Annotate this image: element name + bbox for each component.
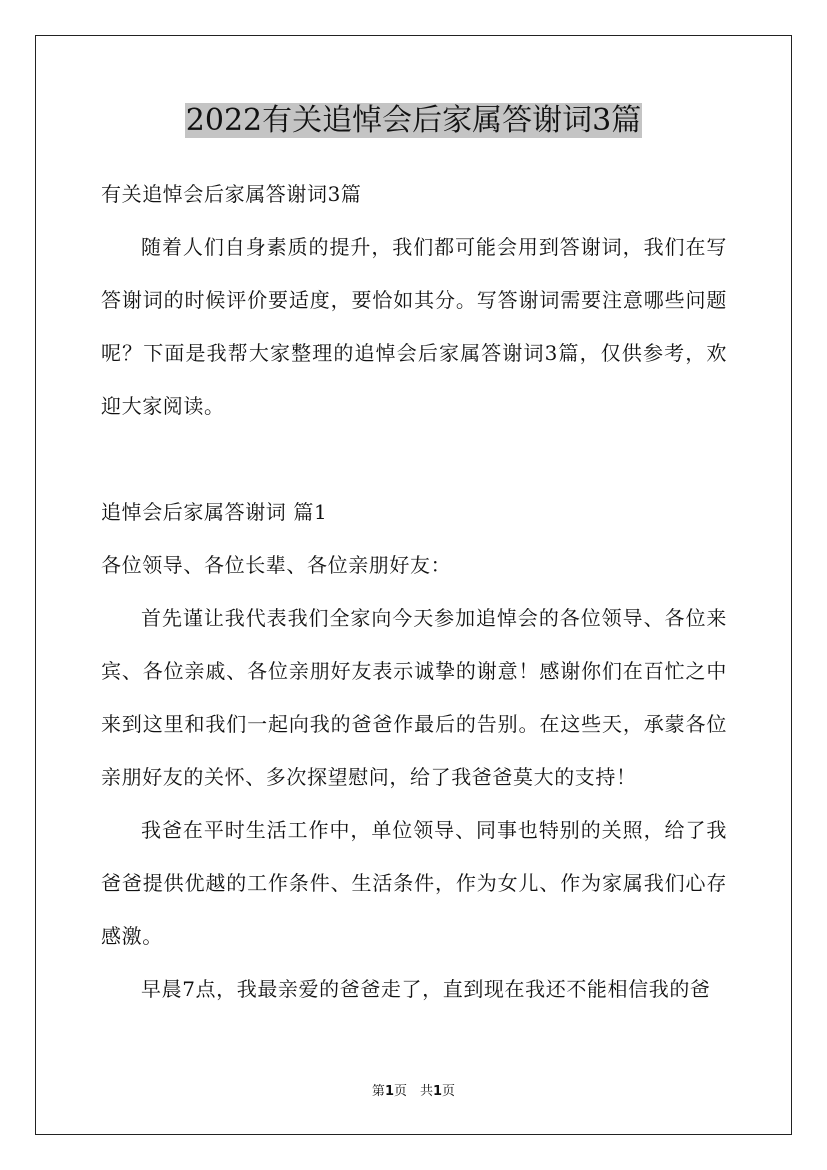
- document-title: [0, 101, 827, 141]
- document-body: [101, 168, 727, 1016]
- page-label-prefix: 第: [371, 1084, 385, 1099]
- section-heading: 追悼会后家属答谢词 篇1: [101, 500, 328, 524]
- intro-paragraph: 随着人们自身素质的提升，我们都可能会用到答谢词，我们在写答谢词的时候评价要适度，要恰如其分。写答谢词需要注意哪些问题呢？下面是我帮大家整理的追悼会后家属答谢词3篇，仅供参考，欢迎大家阅读。: [101, 235, 727, 418]
- page-label-suffix: 页: [442, 1084, 456, 1099]
- salutation: 各位领导、各位长辈、各位亲朋好友：: [101, 553, 452, 577]
- body-paragraph: 首先谨让我代表我们全家向今天参加追悼会的各位领导、各位来宾、各位亲戚、各位亲朋好友表示诚挚的谢意！感谢你们在百忙之中来到这里和我们一起向我的爸爸作最后的告别。在这些天，承蒙各位亲朋好友的关怀、多次探望慰问，给了我爸爸莫大的支持！: [101, 606, 727, 789]
- body-paragraph: 我爸在平时生活工作中，单位领导、同事也特别的关照，给了我爸爸提供优越的工作条件、生活条件，作为女儿、作为家属我们心存感激。: [101, 818, 727, 948]
- page-total: 1: [433, 1084, 443, 1099]
- page-current: 1: [384, 1084, 394, 1099]
- document-title-text: 2022有关追悼会后家属答谢词3篇: [185, 103, 642, 138]
- page-footer: [0, 1083, 827, 1101]
- page-label-mid: 页 共: [393, 1084, 433, 1099]
- document-subtitle: 有关追悼会后家属答谢词3篇: [101, 182, 362, 206]
- section-spacer: [101, 433, 727, 486]
- body-paragraph: 早晨7点，我最亲爱的爸爸走了，直到现在我还不能相信我的爸: [141, 977, 711, 1001]
